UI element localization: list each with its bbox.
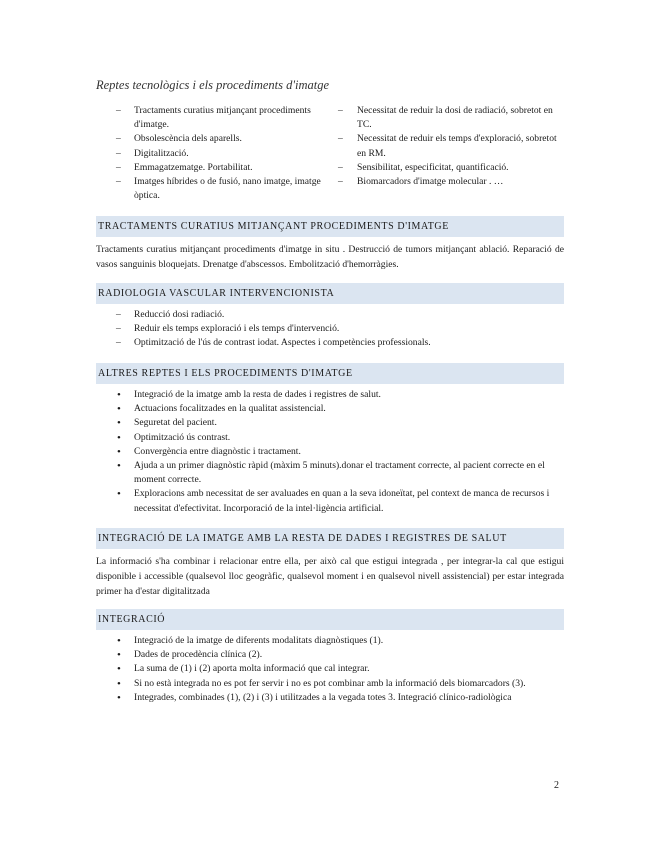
list-item: – Tractaments curatius mitjançant procediments d'imatge. <box>96 104 330 132</box>
intro-left-column <box>96 104 330 203</box>
list-item: • Ajuda a un primer diagnòstic ràpid (màxim 5 minuts).donar el tractament correcte, al pacient correcte en el moment correcte. <box>96 459 564 487</box>
list-item: • Integrades, combinades (1), (2) i (3) i utilitzades a la vegada totes 3. Integració clínico-radiològica <box>96 691 564 705</box>
list-item: – Reduir els temps exploració i els temps d'intervenció. <box>96 322 564 336</box>
list-item: • Optimització ús contrast. <box>96 431 564 445</box>
intro-right-column <box>330 104 564 203</box>
list-item: • Si no està integrada no es pot fer servir i no es pot combinar amb la informació dels biomarcadors (3). <box>96 677 564 691</box>
page-number: 2 <box>554 780 559 791</box>
list-item: – Biomarcadors d'imatge molecular . … <box>330 175 564 189</box>
list-item: • Convergència entre diagnòstic i tractament. <box>96 445 564 459</box>
list-item: • Dades de procedència clínica (2). <box>96 648 564 662</box>
section-heading: INTEGRACIÓ <box>96 609 564 630</box>
list-item: – Optimització de l'ús de contrast iodat. Aspectes i competències professionals. <box>96 336 564 350</box>
intro-columns <box>96 104 564 203</box>
list-item: • Actuacions focalitzades en la qualitat assistencial. <box>96 402 564 416</box>
section-list <box>96 388 564 516</box>
section-paragraph: La informació s'ha combinar i relacionar entre ella, per això cal que estigui integrada , per integrar-la cal que estigui disponible i accessible (qualsevol lloc geogràfic, qualsevol moment i en qualsevol nivell assistencial) per estar integrada primer ha d'estar digitalitzada <box>96 556 564 597</box>
section-list <box>96 308 564 351</box>
section-subtitle: Reptes tecnològics i els procediments d'imatge <box>96 78 330 92</box>
list-item: • Seguretat del pacient. <box>96 416 564 430</box>
list-item: – Necessitat de reduir els temps d'exploració, sobretot en RM. <box>330 132 564 160</box>
section-heading: ALTRES REPTES I ELS PROCEDIMENTS D'IMATGE <box>96 363 564 384</box>
list-item: • La suma de (1) i (2) aporta molta informació que cal integrar. <box>96 662 564 676</box>
section-list <box>96 634 564 705</box>
list-item: – Emmagatzematge. Portabilitat. <box>96 161 330 175</box>
list-item: • Integració de la imatge de diferents modalitats diagnòstiques (1). <box>96 634 564 648</box>
list-item: • Exploracions amb necessitat de ser avaluades en quan a la seva idoneïtat, pel context de manca de recursos i necessitat d'efectivitat. Incorporació de la intel·ligència artificial. <box>96 487 564 515</box>
section-paragraph: Tractaments curatius mitjançant procediments d'imatge in situ . Destrucció de tumors mitjançant ablació. Reparació de vasos sanguinis bloquejats. Drenatge d'abscessos. Embolització d'hemorràgies. <box>96 244 564 270</box>
section-heading: TRACTAMENTS CURATIUS MITJANÇANT PROCEDIMENTS D'IMATGE <box>96 216 564 237</box>
list-item: – Necessitat de reduir la dosi de radiació, sobretot en TC. <box>330 104 564 132</box>
list-item: • Integració de la imatge amb la resta de dades i registres de salut. <box>96 388 564 402</box>
section-heading: RADIOLOGIA VASCULAR INTERVENCIONISTA <box>96 283 564 304</box>
list-item: – Reducció dosi radiació. <box>96 308 564 322</box>
list-item: – Obsolescència dels aparells. <box>96 132 330 146</box>
list-item: – Imatges híbrides o de fusió, nano imatge, imatge òptica. <box>96 175 330 203</box>
section-heading: INTEGRACIÓ DE LA IMATGE AMB LA RESTA DE DADES I REGISTRES DE SALUT <box>96 528 564 549</box>
list-item: – Digitalització. <box>96 147 330 161</box>
list-item: – Sensibilitat, especificitat, quantificació. <box>330 161 564 175</box>
